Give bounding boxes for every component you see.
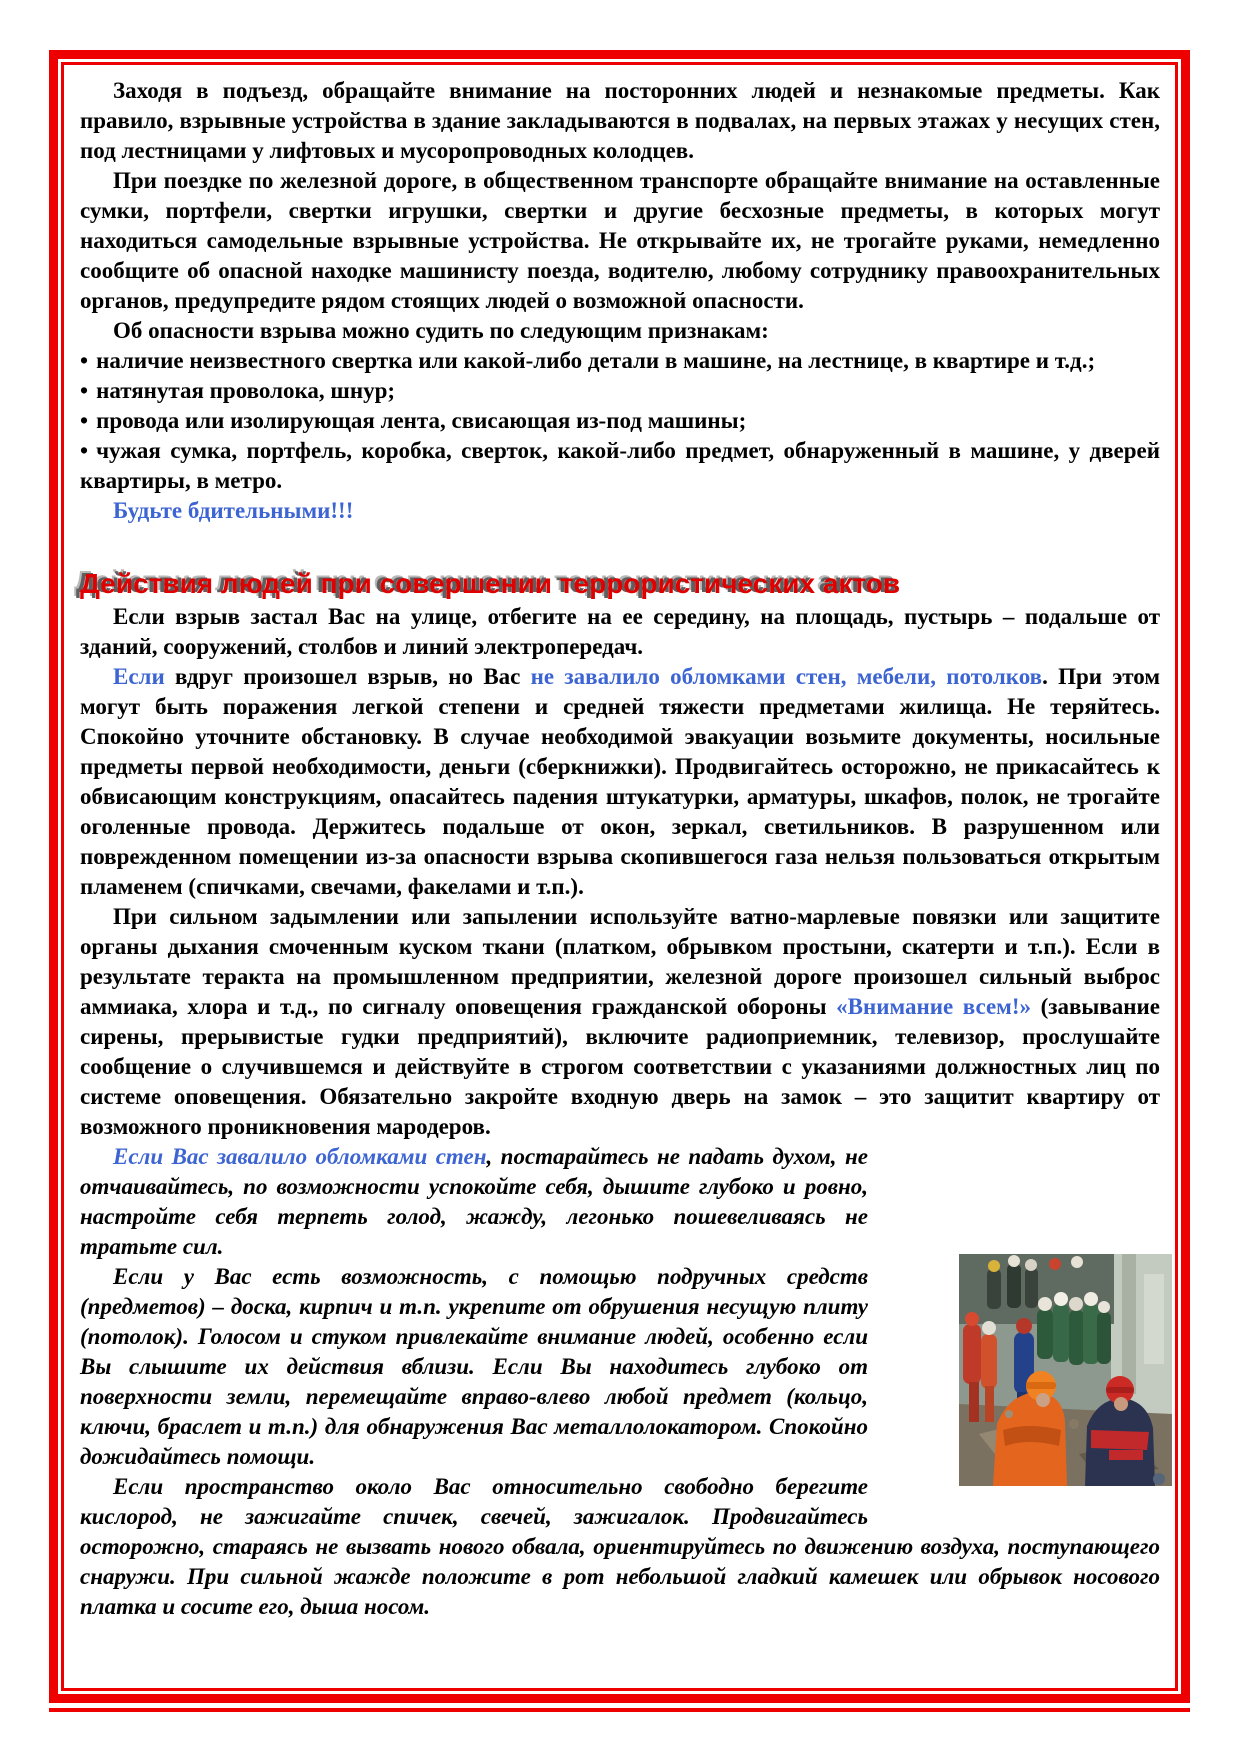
list-item bbox=[80, 406, 1160, 436]
bullet-icon: • bbox=[80, 378, 89, 403]
paragraph-explosion-outside: Если взрыв застал Вас на улице, отбегите на ее середину, на площадь, пустырь – подальше от зданий, сооружений, столбов и линий электропередач. bbox=[80, 604, 1160, 659]
section-heading-terror-actions: Действия людей при совершении террористических актов bbox=[80, 568, 901, 599]
paragraph-explosion-signs-intro: Об опасности взрыва можно судить по следующим признакам: bbox=[113, 318, 769, 343]
debris-stone bbox=[1005, 1410, 1013, 1418]
list-item-text: чужая сумка, портфель, коробка, сверток, какой-либо предмет, обнаруженный в машине, у дверей квартиры, в метро. bbox=[80, 438, 1160, 493]
bullet-icon: • bbox=[80, 348, 89, 373]
paragraph-text: . При этом могут быть поражения легкой степени и средней тяжести предметами жилища. Не теряйтесь. Спокойно уточните обстановку. В случае необходимой эвакуации возьмите документы, носильные предметы первой необходимости, деньги (сберкнижки). Продвигайтесь осторожно, не прикасайтесь к обвисающим конструкциям, опасайтесь падения штукатурки, арматуры, шкафов, полок, не трогайте оголенные провода. Держитесь подальше от окон, зеркал, светильников. В разрушенном или поврежденном помещении из-за опасности взрыва скопившегося газа нельзя пользоваться открытым пламенем (спичками, свечами, факелами и т.п.). bbox=[80, 664, 1161, 899]
paragraph-transport-warning: При поездке по железной дороге, в общественном транспорте обращайте внимание на оставленные сумки, портфели, свертки игрушки, свертки и другие бесхозные предметы, в которых могут находиться самодельные взрывные устройства. Не открывайте их, не трогайте руками, немедленно сообщите об опасной находке машинисту поезда, водителю, любому сотруднику правоохранительных органов, предупредите рядом стоящих людей о возможной опасности. bbox=[80, 168, 1160, 313]
paragraph-reinforce-slab: Если у Вас есть возможность, с помощью подручных средств (предметов) – доска, кирпич и т.п. укрепите от обрушения несущую плиту (потолок). Голосом и стуком привлекайте внимание людей, особенно если Вы слышите их действия вблизи. Если Вы находитесь глубоко от поверхности земли, перемещайте вправо-влево любой предмет (кольцо, ключи, браслет и т.п.) для обнаружения Вас металлолокатором. Спокойно дожидайтесь помощи. bbox=[80, 1264, 868, 1469]
list-item-text: натянутая проволока, шнур; bbox=[96, 378, 396, 403]
buried-advice-section bbox=[80, 1142, 1160, 1622]
page-border-bottom-line bbox=[49, 1708, 1190, 1712]
bullet-icon: • bbox=[80, 408, 89, 433]
photo-float-container bbox=[880, 1142, 1172, 1514]
wall-highlight bbox=[1144, 1274, 1164, 1364]
list-item bbox=[80, 436, 1160, 496]
paragraph-entrance-warning: Заходя в подъезд, обращайте внимание на посторонних людей и незнакомые предметы. Как правило, взрывные устройства в здание закладываются в подвалах, на первых этажах у несущих стен, под лестницами у лифтовых и мусоропроводных колодцев. bbox=[80, 78, 1160, 163]
paragraph-smoke-and-alert-signal bbox=[80, 902, 1160, 1142]
paragraph-text: вдруг произошел взрыв, но Вас bbox=[175, 664, 531, 689]
bullet-icon: • bbox=[80, 438, 89, 463]
rescue-photo bbox=[959, 1254, 1172, 1486]
paragraph-not-buried bbox=[80, 662, 1160, 902]
debris-stone bbox=[1153, 1473, 1165, 1485]
vigilance-alert-text: Будьте бдительными!!! bbox=[113, 498, 354, 523]
highlight-text: не завалило обломками стен, мебели, потолков bbox=[530, 664, 1043, 689]
debris-stone bbox=[1069, 1419, 1079, 1429]
wall-shadow bbox=[1122, 1254, 1136, 1394]
highlight-text-buried: Если Вас завалило обломками стен bbox=[113, 1144, 487, 1169]
paragraph-text: , постарайтесь не падать духом, не отчаивайтесь, по возможности успокойте себя, дышите глубоко и ровно, настройте себя терпеть голод, жажду, легонько пошевеливаясь не тратьте сил. bbox=[80, 1144, 868, 1259]
list-item bbox=[80, 346, 1160, 376]
list-item-text: наличие неизвестного свертка или какой-либо детали в машине, на лестнице, в квартире и т.д.; bbox=[96, 348, 1096, 373]
list-item bbox=[80, 376, 1160, 406]
document-content bbox=[80, 76, 1160, 1622]
rescuer-group-green bbox=[1037, 1292, 1111, 1365]
highlight-text: Если bbox=[113, 664, 175, 689]
paragraph-save-oxygen: Если пространство около Вас относительно свободно берегите кислород, не зажигайте спичек, свечей, зажигалок. Продвигайтесь осторожно, стараясь не вызвать нового обвала, ориентируйтесь по движению воздуха, поступающего снаружи. При сильной жажде положите в рот небольшой гладкий камешек или обрывок носового платка и сосите его, дыша носом. bbox=[80, 1474, 1160, 1619]
paragraph-text: При сильном задымлении или запылении используйте ватно-марлевые повязки или защитите органы дыхания смоченным куском ткани (платком, обрывком простыни, скатерти и т.п.). Если в результате теракта на промышленном предприятии, железной дороге произошел сильный выброс аммиака, хлора и т.д., по сигналу оповещения гражданской обороны bbox=[80, 904, 1160, 1019]
paragraph-text: (завывание сирены, прерывистые гудки предприятий), включите радиоприемник, телевизор, прослушайте сообщение о случившемся и действуйте в строгом соответствии с указаниями должностных лиц по системе оповещения. Обязательно закройте входную дверь на замок – это защитит квартиру от возможного проникновения мародеров. bbox=[80, 994, 1160, 1139]
list-item-text: провода или изолирующая лента, свисающая из-под машины; bbox=[96, 408, 747, 433]
highlight-text-attention-all: «Внимание всем!» bbox=[836, 994, 1031, 1019]
